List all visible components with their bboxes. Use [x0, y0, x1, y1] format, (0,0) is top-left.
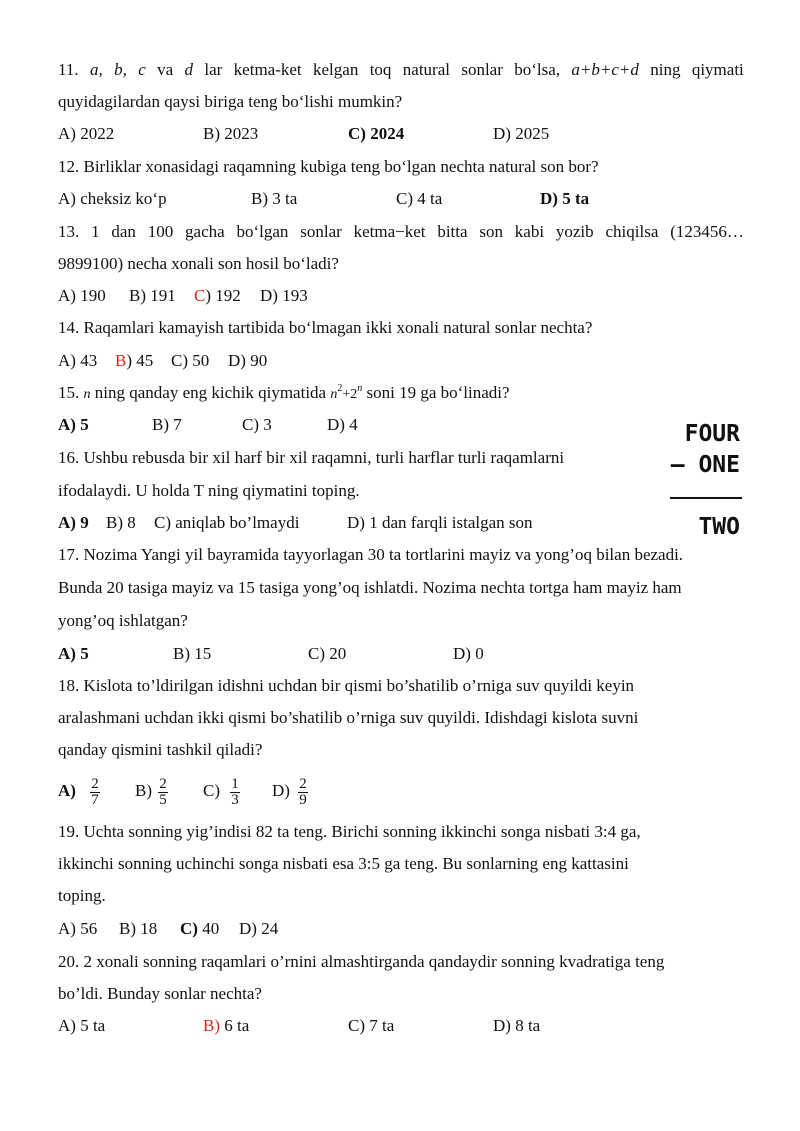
q11-word: toq	[369, 60, 392, 79]
q13-word: chiqilsa	[605, 222, 659, 241]
q13-line-2: 9899100) necha xonali son hosil bo‘ladi?	[58, 254, 339, 273]
q15-option-b: B) 7	[152, 415, 182, 434]
q18-line-3: qanday qismini tashkil qiladi?	[58, 740, 263, 759]
q11-option-a: A) 2022	[58, 124, 115, 143]
q15-option-c: C) 3	[242, 415, 272, 434]
q15-option-d: D) 4	[327, 415, 358, 434]
q17-line-2: Bunda 20 tasiga mayiz va 15 tasiga yong’oq ishlatdi. Nozima nechta tortga ham mayiz ham	[58, 578, 682, 597]
q11-word: sonlar	[461, 60, 503, 79]
q17-option-c: C) 20	[308, 644, 347, 663]
q15-number: 15.	[58, 383, 80, 402]
q13-word: bitta	[437, 222, 468, 241]
q17-option-d: D) 0	[453, 644, 484, 663]
q11-line-2: quyidagilardan qaysi biriga teng bo‘lishi mumkin?	[58, 92, 403, 111]
q13-option-b: B) 191	[129, 286, 176, 305]
q14-option-b-answer	[115, 351, 153, 371]
q20-answer-letter: B)	[203, 1016, 220, 1035]
q18-option-b	[135, 773, 170, 809]
q11-option-c-answer: C) 2024	[348, 124, 405, 143]
q11-var-c: c	[138, 60, 146, 79]
q17-line-3: yong’oq ishlatgan?	[58, 611, 188, 630]
q13-word: sonlar	[300, 222, 342, 241]
q16-line-1: 16. Ushbu rebusda bir xil harf bir xil raqamni, turli harflar turli raqamlarni	[58, 448, 565, 467]
q17-line-1: 17. Nozima Yangi yil bayramida tayyorlagan 30 ta tortlarini mayiz va yong’oq bilan bezadi.	[58, 545, 684, 564]
q18-label-c: C)	[203, 781, 220, 800]
rebus-divider	[670, 497, 742, 499]
q18-frac-b-den: 5	[159, 791, 167, 808]
q13-word: 1	[91, 222, 100, 241]
q18-line-1: 18. Kislota to’ldirilgan idishni uchdan bir qismi bo’shatilib o’rniga suv quyildi keyin	[58, 676, 635, 695]
q14-answer-letter: B	[115, 351, 127, 370]
q11-word: lar	[204, 60, 223, 79]
q14-option-c: C) 50	[171, 351, 210, 370]
q12-text: 12. Birliklar xonasidagi raqamning kubiga teng bo‘lgan nechta natural son bor?	[58, 157, 599, 176]
q19-option-a: A) 56	[58, 919, 98, 938]
q11-option-d: D) 2025	[493, 124, 550, 143]
q11-var-d: d	[184, 60, 194, 79]
q12-option-d-answer: D) 5 ta	[540, 189, 590, 208]
q15-option-a-answer: A) 5	[58, 415, 89, 434]
q16-option-a-answer: A) 9	[58, 513, 89, 532]
q19-option-b: B) 18	[119, 919, 158, 938]
q11-word: qiymati	[691, 60, 744, 79]
q18-frac-c-den: 3	[231, 791, 239, 808]
q13-option-d: D) 193	[260, 286, 308, 305]
q13-answer-letter: C	[194, 286, 206, 305]
q19-option-c-value: 40	[202, 919, 220, 938]
q18-label-b: B)	[135, 781, 152, 800]
q11-expression: a+b+c+d	[571, 60, 639, 79]
q19-option-c-answer	[180, 919, 219, 939]
q11-word: ning	[650, 60, 681, 79]
q18-frac-a-den: 7	[91, 791, 99, 808]
q11-word: bo‘lsa,	[514, 60, 561, 79]
q18-frac-d-num: 2	[299, 775, 307, 792]
q15-expr-n: n	[330, 387, 338, 402]
q20-line-1: 20. 2 xonali sonning raqamlari o’rnini almashtirganda qandaydir sonning kvadratiga teng	[58, 952, 665, 971]
q13-word: 100	[147, 222, 174, 241]
q13-word: dan	[111, 222, 136, 241]
q13-option-a: A) 190	[58, 286, 106, 305]
rebus-four: FOUR	[684, 421, 740, 447]
q11-word: ketma-ket	[233, 60, 302, 79]
q18-frac-a-num: 2	[91, 775, 99, 792]
q14-option-a: A) 43	[58, 351, 98, 370]
q12-option-c: C) 4 ta	[396, 189, 443, 208]
q14-text: 14. Raqamlari kamayish tartibida bo‘lmagan ikki xonali natural sonlar nechta?	[58, 318, 593, 337]
q18-frac-b-num: 2	[159, 775, 167, 792]
q18-fraction-b	[158, 777, 168, 808]
q20-option-b-answer	[203, 1016, 249, 1036]
q11-word: va	[157, 60, 174, 79]
q18-fraction-d	[298, 777, 308, 808]
q18-fraction-a	[90, 777, 100, 808]
q11-option-b: B) 2023	[203, 124, 259, 143]
q15-expression	[330, 383, 363, 402]
q11-word: natural	[402, 60, 450, 79]
q16-option-d: D) 1 dan farqli istalgan son	[347, 513, 533, 532]
q20-option-d: D) 8 ta	[493, 1016, 541, 1035]
q20-option-b-value: 6 ta	[224, 1016, 250, 1035]
q11-var-b: b,	[114, 60, 127, 79]
q15-expr-exp1: 2	[337, 383, 343, 394]
q19-line-2: ikkinchi sonning uchinchi songa nisbati esa 3:5 ga teng. Bu sonlarning eng kattasini	[58, 854, 629, 873]
q18-label-d: D)	[272, 781, 290, 800]
q19-option-d: D) 24	[239, 919, 279, 938]
q18-option-a-answer	[58, 773, 102, 809]
q19-line-3: toping.	[58, 886, 106, 905]
q15-post: soni 19 ga bo‘linadi?	[366, 383, 510, 402]
q18-option-c	[203, 773, 242, 809]
q15-expr-exp2: n	[357, 383, 363, 394]
q12-option-a: A) cheksiz ko‘p	[58, 189, 167, 208]
q11-word: kelgan	[313, 60, 359, 79]
q20-option-a: A) 5 ta	[58, 1016, 106, 1035]
q16-option-b: B) 8	[106, 513, 136, 532]
q20-option-c: C) 7 ta	[348, 1016, 395, 1035]
q13-word: bo‘lgan	[236, 222, 289, 241]
q13-word: kabi	[514, 222, 545, 241]
q18-frac-d-den: 9	[299, 791, 307, 808]
q15-var: n	[83, 387, 91, 402]
q18-fraction-c	[230, 777, 240, 808]
q11-line-1	[58, 60, 744, 80]
q18-label-a: A)	[58, 781, 76, 800]
q20-line-2: bo’ldi. Bunday sonlar nechta?	[58, 984, 262, 1003]
q14-option-d: D) 90	[228, 351, 268, 370]
q19-answer-letter: C)	[180, 919, 198, 938]
q13-option-c-answer	[194, 286, 241, 306]
q13-word: gacha	[185, 222, 225, 241]
q17-option-b: B) 15	[173, 644, 212, 663]
q17-option-a-answer: A) 5	[58, 644, 89, 663]
q18-option-d	[272, 773, 310, 809]
q11-word: 11.	[58, 60, 79, 79]
q18-line-2: aralashmani uchdan ikki qismi bo’shatilib o’rniga suv quyildi. Idishdagi kislota suvni	[58, 708, 639, 727]
q13-word: ketma−ket	[353, 222, 426, 241]
rebus-two: TWO	[698, 514, 740, 540]
q13-word: 13.	[58, 222, 80, 241]
q13-line-1	[58, 222, 744, 242]
q13-option-c-value: ) 192	[205, 286, 241, 305]
q18-frac-c-num: 1	[231, 775, 239, 792]
q15-mid: ning qanday eng kichik qiymatida	[94, 383, 327, 402]
q15-text	[58, 383, 510, 405]
q16-option-c: C) aniqlab bo’lmaydi	[154, 513, 300, 532]
rebus-minus-one: – ONE	[670, 452, 740, 478]
q11-var-a: a,	[89, 60, 103, 79]
q13-word: (123456…	[670, 222, 744, 241]
q14-option-b-value: ) 45	[126, 351, 154, 370]
q16-line-2: ifodalaydi. U holda T ning qiymatini toping.	[58, 481, 360, 500]
q19-line-1: 19. Uchta sonning yig’indisi 82 ta teng. Birichi sonning ikkinchi songa nisbati 3:4 ga,	[58, 822, 641, 841]
q12-option-b: B) 3 ta	[251, 189, 298, 208]
q13-word: son	[479, 222, 503, 241]
q15-expr-plus: +2	[342, 387, 358, 402]
q13-word: yozib	[555, 222, 594, 241]
